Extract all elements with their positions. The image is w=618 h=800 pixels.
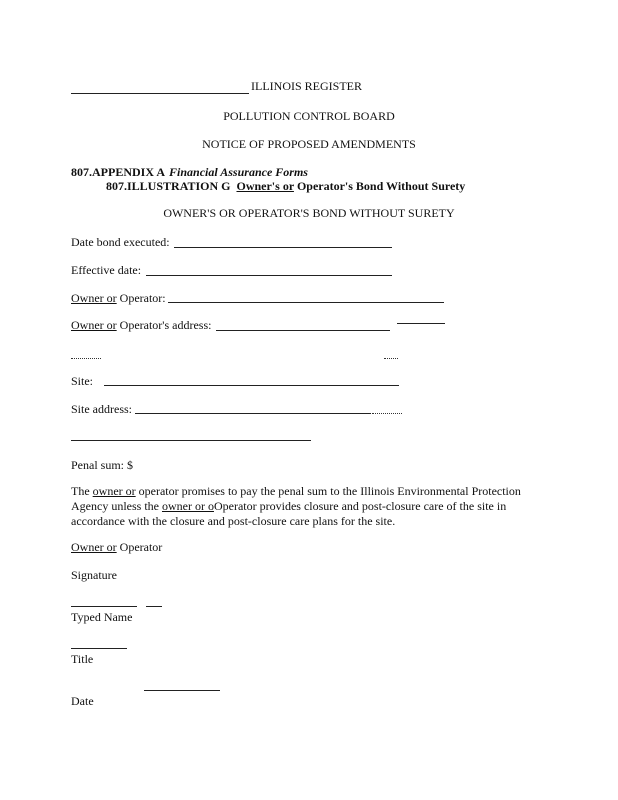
- paragraph-part-2: operator promises to pay the penal sum to the Illinois Environmental Protection Agency unless the: [71, 484, 521, 513]
- owner-address-label: [71, 318, 211, 333]
- board-title: POLLUTION CONTROL BOARD: [223, 109, 395, 123]
- owner-operator-line[interactable]: [168, 302, 444, 303]
- owner-operator-heading: [71, 540, 162, 555]
- paragraph-underline-2: owner or o: [161, 499, 214, 513]
- site-line[interactable]: [104, 385, 399, 386]
- site-address-line[interactable]: [135, 413, 371, 414]
- bond-paragraph: [71, 484, 541, 529]
- illustration-underlined: Owner's or: [236, 179, 294, 193]
- illustration-heading: [106, 179, 465, 194]
- date-label: Date: [71, 694, 94, 708]
- appendix-heading: [71, 165, 308, 180]
- paragraph-part-1: The: [71, 484, 93, 498]
- address-continuation-mark: [384, 358, 398, 359]
- date-executed-label: Date bond executed:: [71, 235, 170, 249]
- title-line[interactable]: [144, 690, 220, 691]
- header-rule: [71, 93, 249, 94]
- title-label: Title: [71, 652, 94, 666]
- form-title: OWNER'S OR OPERATOR'S BOND WITHOUT SURETY: [163, 206, 455, 220]
- site-label: Site:: [71, 374, 94, 388]
- owner-operator-heading-underlined: Owner or: [71, 540, 117, 554]
- paragraph-capital-o: O: [213, 499, 223, 513]
- notice-title: NOTICE OF PROPOSED AMENDMENTS: [202, 137, 416, 151]
- illustration-label: 807.ILLUSTRATION G: [106, 179, 231, 193]
- owner-address-rest: Operator's address:: [116, 318, 212, 332]
- owner-address-line[interactable]: [216, 330, 390, 331]
- address-continuation-line[interactable]: [71, 358, 101, 359]
- date-executed-line[interactable]: [174, 247, 392, 248]
- appendix-title: Financial Assurance Forms: [169, 165, 308, 179]
- owner-operator-label: [71, 291, 166, 306]
- site-address-second-line[interactable]: [71, 440, 311, 441]
- typed-name-label: Typed Name: [71, 610, 133, 624]
- typed-name-line[interactable]: [71, 648, 127, 649]
- owner-operator-heading-rest: Operator: [116, 540, 163, 554]
- signature-line-tail: [146, 606, 162, 607]
- paragraph-part-3: perator provides closure and post-closure care of the site in accordance with the closure and post-closure care plans for the site.: [71, 499, 507, 528]
- site-address-line-tail: [372, 413, 402, 414]
- owner-address-line-extra: [397, 323, 445, 324]
- register-title: ILLINOIS REGISTER: [251, 79, 362, 93]
- appendix-label: 807.APPENDIX A: [71, 165, 166, 179]
- owner-operator-rest: Operator:: [116, 291, 166, 305]
- signature-line[interactable]: [71, 606, 137, 607]
- effective-date-label: Effective date:: [71, 263, 142, 277]
- owner-address-underlined: Owner or: [71, 318, 117, 332]
- effective-date-line[interactable]: [146, 275, 392, 276]
- signature-label: Signature: [71, 568, 117, 582]
- penal-sum-label: Penal sum: $: [71, 458, 133, 472]
- paragraph-underline-1: owner or: [92, 484, 136, 498]
- illustration-rest: Operator's Bond Without Surety: [296, 179, 466, 193]
- site-address-label: Site address:: [71, 402, 132, 416]
- owner-operator-underlined: Owner or: [71, 291, 117, 305]
